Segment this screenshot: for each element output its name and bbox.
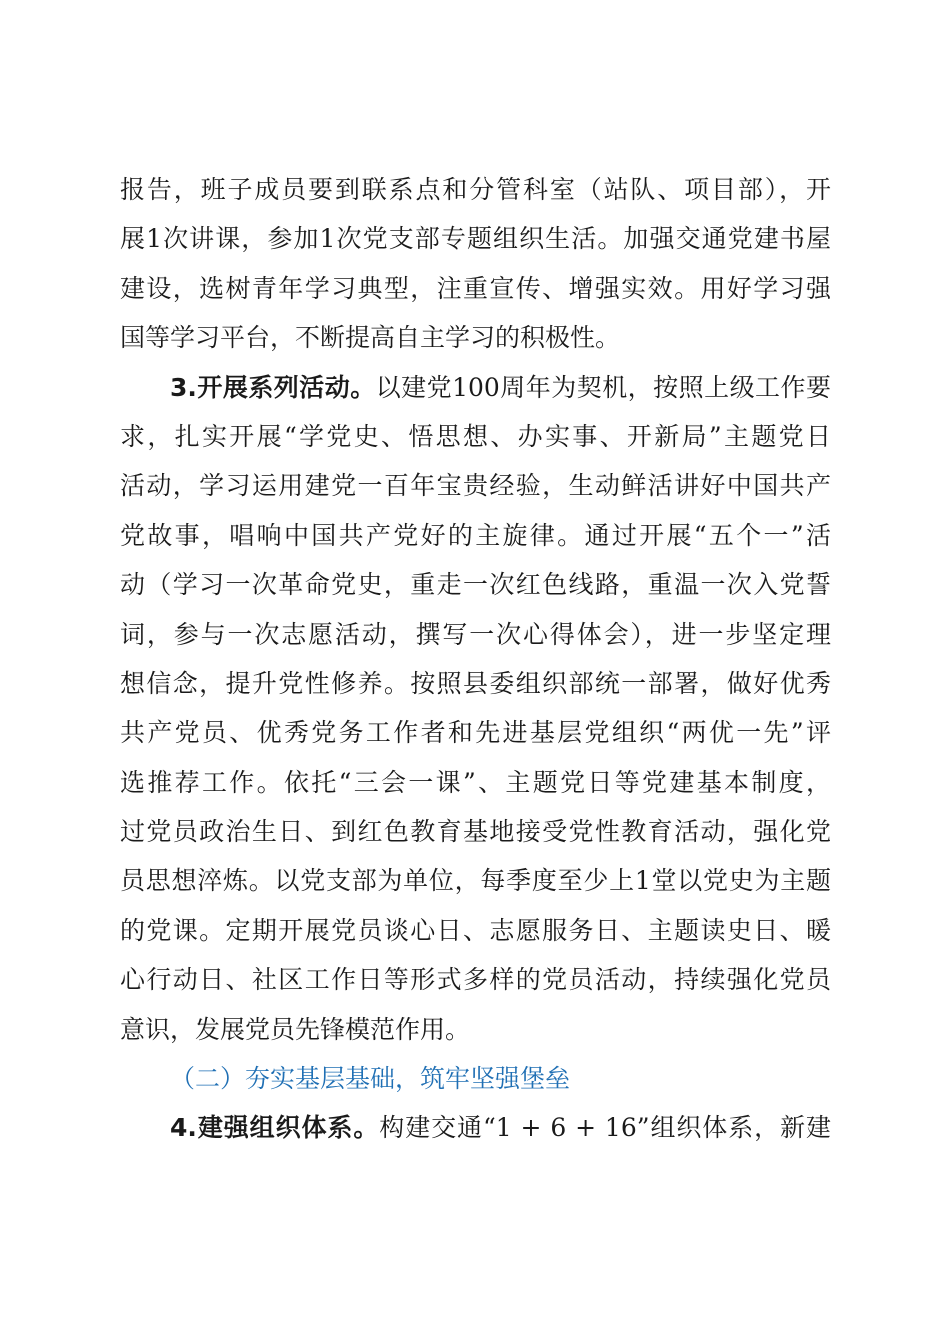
text-line: 动（学习一次革命党史，重走一次红色线路，重温一次入党誓: [120, 570, 831, 600]
document-body: [120, 165, 831, 1153]
item-lead-text: 构建交通“1 + 6 + 16”组织体系，新建: [379, 1113, 831, 1143]
section-heading: （二）夯实基层基础，筑牢坚强堡垒: [170, 1064, 571, 1094]
item-title: 3.开展系列活动。: [170, 372, 376, 402]
text-line: 的党课。定期开展党员谈心日、志愿服务日、主题读史日、暖: [120, 915, 831, 945]
item-lead-text: 以建党100周年为契机，按照上级工作要: [375, 372, 831, 402]
text-line: 建设，选树青年学习典型，注重宣传、增强实效。用好学习强: [120, 273, 831, 303]
text-line: [120, 363, 831, 412]
text-line: 心行动日、社区工作日等形式多样的党员活动，持续强化党员: [120, 965, 831, 995]
text-line: 意识，发展党员先锋模范作用。: [120, 1014, 471, 1044]
text-line: 国等学习平台，不断提高自主学习的积极性。: [120, 323, 621, 353]
text-line: 选推荐工作。依托“三会一课”、主题党日等党建基本制度，: [120, 767, 831, 797]
text-line: 词，参与一次志愿活动，撰写一次心得体会），进一步坚定理: [120, 619, 831, 649]
text-line: 想信念，提升党性修养。按照县委组织部统一部署，做好优秀: [120, 668, 831, 698]
text-line: 过党员政治生日、到红色教育基地接受党性教育活动，强化党: [120, 817, 831, 847]
paragraph-study: [120, 165, 831, 363]
paragraph-activities: [120, 363, 831, 1054]
text-line: 展1次讲课，参加1次党支部专题组织生活。加强交通党建书屋: [120, 224, 831, 254]
text-line: 员思想淬炼。以党支部为单位，每季度至少上1堂以党史为主题: [120, 866, 831, 896]
text-line: 活动，学习运用建党一百年宝贵经验，生动鲜活讲好中国共产: [120, 471, 831, 501]
item-title: 4.建强组织体系。: [170, 1113, 380, 1143]
text-line: [120, 1103, 831, 1152]
paragraph-organization: [120, 1103, 831, 1152]
text-line: 共产党员、优秀党务工作者和先进基层党组织“两优一先”评: [120, 718, 831, 748]
text-line: 党故事，唱响中国共产党好的主旋律。通过开展“五个一”活: [120, 520, 831, 550]
text-line: 求，扎实开展“学党史、悟思想、办实事、开新局”主题党日: [120, 421, 831, 451]
text-line: 报告，班子成员要到联系点和分管科室（站队、项目部），开: [120, 175, 831, 204]
